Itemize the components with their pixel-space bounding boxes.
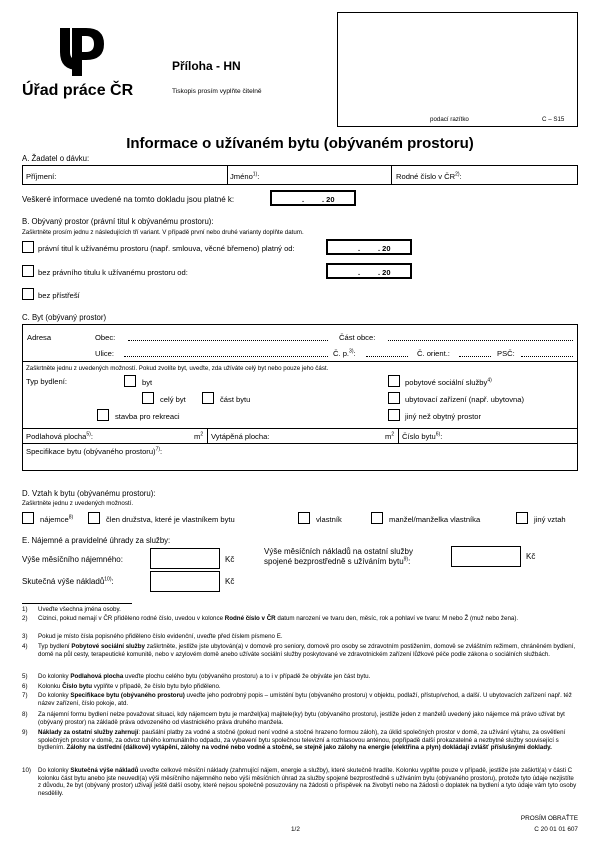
jiny-vztah-label: jiný vztah [534, 515, 566, 524]
footnote-number: 10) [22, 767, 31, 774]
section-c-instruction: Zaškrtněte jednu z uvedených možností. Pokud zvolíte byt, uveďte, zda užíváte celý byt nebo pouze jeho část. [26, 365, 329, 372]
validity-date-input[interactable]: . . 20 [270, 190, 356, 206]
clen-druzstva-checkbox[interactable] [88, 512, 100, 524]
footnote-text: Do kolonky Skutečná výše nákladů uveďte celkové měsíční náklady (zahrnující nájem, energie a služby), které skutečně hradíte. Kolonku vyplňte pouze v případě, jestliže jste zaškrtl(a) v části C kolonku část bytu anebo jste neuvedl(a) výši měsíčního nájemného nebo výši měsíčních úhrad za služby spojené bezprostředně s užíváním bytu (obývaného prostoru), protože tyto údaje nezjistíte z důvodu, že byt (obývaný prostor) užívají ještě další osoby, které nejsou společně posuzovány na žádosti o příspěvek na živobytí nebo na žádosti o doplatek na bydlení a tyto údaje vám tyto osoby nesdělily. [38, 767, 577, 797]
section-b-instruction: Zaškrtněte prosím jednu z následujících tří variant. V případě první nebo druhé varianty doplňte datum. [22, 229, 304, 236]
footnote-number: 4) [22, 643, 28, 650]
footnote-number: 5) [22, 673, 28, 680]
birth-number-field[interactable]: Rodné číslo v ČR$^{2)}$: [396, 171, 462, 181]
footnote-text: Do kolonky Specifikace bytu (obývaného prostoru) uveďte jeho podrobný popis – umístění bytu (obývaného prostoru) v objektu, podlaží, přístup/vchod, a další. U ubytovacích zařízení např. též název zařízení, číslo pokoje, atd. [38, 692, 572, 707]
services-currency: Kč [526, 552, 536, 561]
najemce-label: nájemce$^{8)}$ [40, 514, 74, 524]
clen-druzstva-label: člen družstva, které je vlastníkem bytu [106, 515, 235, 524]
section-b-heading: B. Obývaný prostor (právní titul k obývanému prostoru): [22, 217, 214, 226]
apartment-number-field[interactable]: Číslo bytu$^{6)}$: [402, 431, 443, 441]
orient-label: Č. orient.: [417, 349, 450, 358]
cast-obce-input[interactable] [388, 340, 573, 341]
page-title: Informace o užívaném bytu (obývaném prostoru) [126, 135, 474, 152]
footnote-separator [22, 603, 132, 604]
ubytovaci-label: ubytovací zařízení (např. ubytovna) [405, 395, 525, 404]
attachment-title: Příloha - HN [172, 59, 241, 73]
rent-currency: Kč [225, 555, 235, 564]
floor-area-field[interactable]: Podlahová plocha$^{5)}$: [26, 431, 93, 441]
cely-byt-checkbox[interactable] [142, 392, 154, 404]
byt-label: byt [142, 378, 153, 387]
no-legal-title-checkbox[interactable] [22, 265, 34, 277]
services-label-line1: Výše měsíčních nákladů na ostatní služby [264, 547, 413, 556]
section-d-heading: D. Vztah k bytu (obývanému prostoru): [22, 489, 156, 498]
form-number: C 20 01 01 607 [534, 826, 578, 833]
no-legal-title-date-input[interactable]: . . 20 [326, 263, 412, 279]
psc-label: PSČ: [497, 349, 515, 358]
footnote-text: Pokud je místo čísla popisného přiděleno číslo evidenční, uveďte před číslem písmeno E. [38, 633, 283, 640]
stamp-label: podací razítko [430, 116, 469, 123]
address-label: Adresa [27, 333, 52, 342]
jiny-prostor-label: jiný než obytný prostor [405, 412, 481, 421]
heated-area-field[interactable]: Vytápěná plocha: [211, 432, 270, 441]
floor-area-unit: $m^2$ [194, 431, 204, 441]
ulice-input[interactable] [124, 356, 328, 357]
footnote-text: Za nájemní formu bydlení nelze považovat situaci, kdy nájemcem bytu je manžel(ka) majitele(ky) bytu (obývaného prostoru), jestliže jeden z manželů uvedený jako nájemce má právo užívat byt (obývaný prostor) na základě práva odvozeného od vlastnického práva druhého manžela. [38, 711, 565, 726]
ulice-label: Ulice: [95, 349, 114, 358]
byt-checkbox[interactable] [124, 375, 136, 387]
pobytove-label: pobytové sociální služby$^{4)}$ [405, 377, 492, 387]
section-c-heading: C. Byt (obývaný prostor) [22, 313, 107, 322]
actual-costs-label: Skutečná výše nákladů$^{10)}$: [22, 576, 114, 586]
pobytove-checkbox[interactable] [388, 375, 400, 387]
actual-costs-input[interactable] [150, 571, 220, 592]
obec-label: Obec: [95, 333, 116, 342]
najemce-checkbox[interactable] [22, 512, 34, 524]
footnote-number: 1) [22, 606, 28, 613]
jiny-prostor-checkbox[interactable] [388, 409, 400, 421]
footnote-text: Typ bydlení Pobytové sociální služby zaškrtněte, jestliže jste ubytován(a) v domově pro seniory, domově pro osoby se zdravotním postižením, domově se zvláštním režimem, chráněném bydlení, domě na půl cesty, terapeutické komunitě, nebo v azylovém domě anebo užíváte sociální služby poskytované ve zdravotnickém zařízení lůžkové péče podle zákona o sociálních službách. [38, 643, 576, 658]
footnote-text: Uveďte všechna jména osoby. [38, 606, 121, 613]
psc-input[interactable] [521, 356, 573, 357]
homeless-checkbox[interactable] [22, 288, 34, 300]
footnote-number: 3) [22, 633, 28, 640]
services-input[interactable] [451, 546, 521, 567]
manzel-label: manžel/manželka vlastníka [389, 515, 481, 524]
vlastnik-label: vlastník [316, 515, 342, 524]
footnote-number: 6) [22, 683, 28, 690]
heated-area-unit: $m^2$ [385, 431, 395, 441]
footnote-text: Kolonku Číslo bytu vyplňte v případě, že číslo bytu bylo přiděleno. [38, 683, 221, 690]
orient-input[interactable] [459, 356, 491, 357]
footnote-number: 7) [22, 692, 28, 699]
legal-title-checkbox[interactable] [22, 241, 34, 253]
attachment-note: Tiskopis prosím vyplňte čitelně [172, 88, 262, 95]
footnote-text: Do kolonky Podlahová plocha uveďte plochu celého bytu (obývaného prostoru) a to i v případě že obýváte jen část bytu. [38, 673, 371, 680]
cast-obce-label: Část obce: [339, 333, 376, 342]
jiny-vztah-checkbox[interactable] [516, 512, 528, 524]
surname-field[interactable]: Příjmení: [26, 172, 57, 181]
footnote-number: 2) [22, 615, 28, 622]
rent-input[interactable] [150, 548, 220, 569]
cp-label: Č. p.$^{3)}$: [333, 348, 356, 358]
section-a-heading: A. Žadatel o dávku: [22, 154, 90, 163]
cp-input[interactable] [366, 356, 408, 357]
applicant-row [22, 165, 578, 185]
footnote-text: Náklady za ostatní služby zahrnují: paušální platby za vodné a stočné (pokud není vodné a stočné hrazeno formou záloh), za úklid společných prostor v domě, za užívání výtahu, za osvětlení společných prostor v domě, za odvoz tuhého komunálního odpadu, za vybavení bytu společnou televizní a rozhlasovou anténou, popřípadě další prokazatelné a nezbytné služby související s bydlením. Zálohy na ústřední (dálkové) vytápění, zálohy na vodné nebo vodné a stočné, se stejně jako zálohy na energie (elektřina a plyn) dokládají zvlášť příslušnými doklady. [38, 729, 566, 751]
rent-label: Výše měsíčního nájemného: [22, 555, 123, 564]
page-number: 1/2 [291, 826, 300, 833]
stamp-box[interactable] [337, 12, 578, 127]
no-legal-title-label: bez právního titulu k užívanému prostoru od: [38, 268, 188, 277]
turn-over-note: PROSÍM OBRAŤTE [520, 815, 578, 822]
org-name: Úřad práce ČR [22, 82, 134, 99]
cely-byt-label: celý byt [160, 395, 186, 404]
obec-input[interactable] [128, 340, 328, 341]
rekreace-label: stavba pro rekreaci [115, 412, 180, 421]
legal-title-date-input[interactable]: . . 20 [326, 239, 412, 255]
validity-text: Veškeré informace uvedené na tomto dokladu jsou platné k: [22, 195, 235, 204]
section-d-instruction: Zaškrtněte jednu z uvedených možností. [22, 500, 134, 507]
manzel-checkbox[interactable] [371, 512, 383, 524]
services-label-line2: spojené bezprostředně s užíváním bytu$^{9)}$: [264, 556, 411, 566]
section-e-heading: E. Nájemné a pravidelné úhrady za služby: [22, 536, 171, 545]
vlastnik-checkbox[interactable] [298, 512, 310, 524]
ubytovaci-checkbox[interactable] [388, 392, 400, 404]
name-field[interactable]: Jméno$^{1)}$: [230, 171, 260, 181]
form-code: C – S15 [542, 116, 565, 123]
footnote-number: 8) [22, 711, 28, 718]
footnote-text: Cizinci, pokud nemají v ČR přiděleno rodné číslo, uvedou v kolonce Rodné číslo v ČR datum narození ve tvaru den, měsíc, rok a pohlaví ve tvaru: M nebo Ž (muž nebo žena). [38, 615, 519, 622]
apartment-spec-field[interactable]: Specifikace bytu (obývaného prostoru)$^{7)}$: [26, 446, 163, 456]
actual-costs-currency: Kč [225, 577, 235, 586]
rekreace-checkbox[interactable] [97, 409, 109, 421]
housing-type-label: Typ bydlení: [26, 377, 67, 386]
cast-bytu-label: část bytu [220, 395, 251, 404]
urad-prace-logo-icon [58, 24, 106, 80]
legal-title-label: právní titul k užívanému prostoru (např. smlouva, věcné břemeno) platný od: [38, 244, 295, 253]
homeless-label: bez přístřeší [38, 291, 80, 300]
cast-bytu-checkbox[interactable] [202, 392, 214, 404]
footnote-number: 9) [22, 729, 28, 736]
